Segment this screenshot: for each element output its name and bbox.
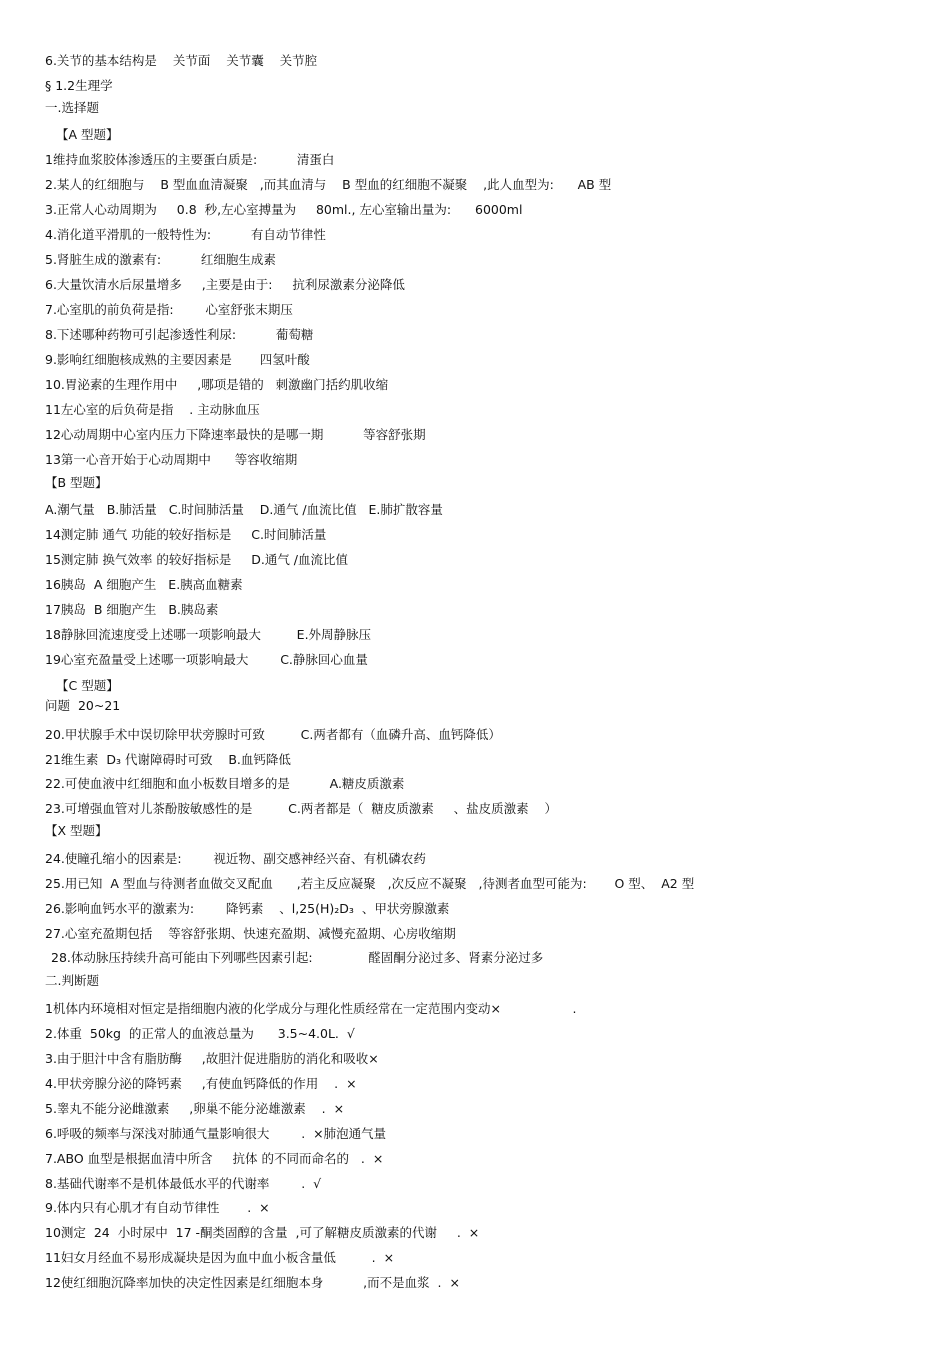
text-line: 12心动周期中心室内压力下降速率最快的是哪一期 等容舒张期 [45, 427, 426, 442]
text-line: 14测定肺 通气 功能的较好指标是 C.时间肺活量 [45, 527, 327, 542]
section-heading: 二.判断题 [45, 973, 99, 988]
section-heading: 一.选择题 [45, 100, 99, 115]
text-line: 4.甲状旁腺分泌的降钙素 ,有使血钙降低的作用 . × [45, 1076, 357, 1091]
text-line: 28.体动脉压持续升高可能由下列哪些因素引起: 醛固酮分泌过多、肾素分泌过多 [51, 950, 544, 965]
text-line: 16胰岛 A 细胞产生 E.胰高血糖素 [45, 577, 243, 592]
text-line: 5.睾丸不能分泌雌激素 ,卵巢不能分泌雄激素 . × [45, 1101, 345, 1116]
text-line: 23.可增强血管对儿茶酚胺敏感性的是 C.两者都是（ 糖皮质激素 、盐皮质激素 ） [45, 801, 558, 816]
question-type-heading: 【X 型题】 [45, 823, 108, 838]
text-line: 2.体重 50kg 的正常人的血液总量为 3.5~4.0L. √ [45, 1026, 355, 1041]
text-line: 11妇女月经血不易形成凝块是因为血中血小板含量低 . × [45, 1250, 395, 1265]
text-line: 21维生素 D₃ 代谢障碍时可致 B.血钙降低 [45, 752, 291, 767]
text-line: 11左心室的后负荷是指 . 主动脉血压 [45, 402, 260, 417]
text-line: 7.ABO 血型是根据血清中所含 抗体 的不同而命名的 . × [45, 1151, 384, 1166]
question-type-heading: 【A 型题】 [56, 127, 119, 142]
text-line: 3.正常人心动周期为 0.8 秒,左心室搏量为 80ml., 左心室输出量为: 6000ml [45, 202, 523, 217]
text-line: 2.某人的红细胞与 B 型血血清凝聚 ,而其血清与 B 型血的红细胞不凝聚 ,此人血型为: AB 型 [45, 177, 612, 192]
text-line: 15测定肺 换气效率 的较好指标是 D.通气 /血流比值 [45, 552, 349, 567]
text-line: 1维持血浆胶体渗透压的主要蛋白质是: 清蛋白 [45, 152, 335, 167]
text-line: 19心室充盈量受上述哪一项影响最大 C.静脉回心血量 [45, 652, 368, 667]
text-line: 20.甲状腺手术中误切除甲状旁腺时可致 C.两者都有（血磷升高、血钙降低） [45, 727, 501, 742]
question-type-heading: 【B 型题】 [45, 475, 108, 490]
text-line: 25.用已知 A 型血与待测者血做交叉配血 ,若主反应凝聚 ,次反应不凝聚 ,待测者血型可能为: O 型、 A2 型 [45, 876, 695, 891]
text-line: 27.心室充盈期包括 等容舒张期、快速充盈期、减慢充盈期、心房收缩期 [45, 926, 456, 941]
text-line: 24.使瞳孔缩小的因素是: 视近物、副交感神经兴奋、有机磷农药 [45, 851, 426, 866]
text-line: 6.呼吸的频率与深浅对肺通气量影响很大 . ×肺泡通气量 [45, 1126, 387, 1141]
text-line: 1机体内环境相对恒定是指细胞内液的化学成分与理化性质经常在一定范围内变动× . [45, 1001, 577, 1016]
text-line: 5.肾脏生成的激素有: 红细胞生成素 [45, 252, 276, 267]
text-line: 26.影响血钙水平的激素为: 降钙素 、l,25(H)₂D₃ 、甲状旁腺激素 [45, 901, 450, 916]
text-line: 7.心室肌的前负荷是指: 心室舒张末期压 [45, 302, 293, 317]
text-line: 4.消化道平滑肌的一般特性为: 有自动节律性 [45, 227, 326, 242]
text-line: 9.体内只有心肌才有自动节律性 . × [45, 1200, 270, 1215]
text-line: 13第一心音开始于心动周期中 等容收缩期 [45, 452, 298, 467]
text-line: A.潮气量 B.肺活量 C.时间肺活量 D.通气 /血流比值 E.肺扩散容量 [45, 502, 443, 517]
text-line: 问题 20~21 [45, 698, 121, 713]
text-line: 6.关节的基本结构是 关节面 关节囊 关节腔 [45, 53, 318, 68]
text-line: 6.大量饮清水后尿量增多 ,主要是由于: 抗利尿激素分泌降低 [45, 277, 405, 292]
text-line: 18静脉回流速度受上述哪一项影响最大 E.外周静脉压 [45, 627, 372, 642]
text-line: 17胰岛 B 细胞产生 B.胰岛素 [45, 602, 219, 617]
text-line: 22.可使血液中红细胞和血小板数目增多的是 A.糖皮质激素 [45, 776, 405, 791]
text-line: 12使红细胞沉降率加快的决定性因素是红细胞本身 ,而不是血浆 . × [45, 1275, 460, 1290]
text-line: 9.影响红细胞核成熟的主要因素是 四氢叶酸 [45, 352, 310, 367]
text-line: 8.下述哪种药物可引起渗透性利尿: 葡萄糖 [45, 327, 314, 342]
text-line: 10.胃泌素的生理作用中 ,哪项是错的 刺激幽门括约肌收缩 [45, 377, 389, 392]
text-line: 10测定 24 小时尿中 17 -酮类固醇的含量 ,可了解糖皮质激素的代谢 . × [45, 1225, 480, 1240]
section-heading: § 1.2生理学 [45, 78, 113, 93]
text-line: 8.基础代谢率不是机体最低水平的代谢率 . √ [45, 1176, 322, 1191]
question-type-heading: 【C 型题】 [56, 678, 119, 693]
text-line: 3.由于胆汁中含有脂肪酶 ,故胆汁促进脂肪的消化和吸收× [45, 1051, 379, 1066]
